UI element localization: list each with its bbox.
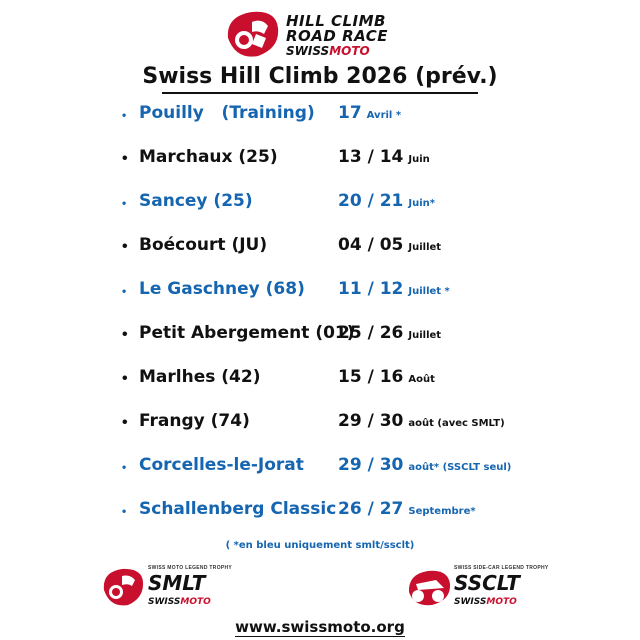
event-row xyxy=(0,232,640,262)
event-venue: Schallenberg Classic xyxy=(139,499,337,519)
motorbike-rider-icon xyxy=(222,8,282,60)
event-row xyxy=(0,364,640,394)
sidecar-icon xyxy=(406,566,452,608)
event-days: 29 / 30 xyxy=(338,411,404,431)
smlt-tagline: SWISS MOTO LEGEND TROPHY xyxy=(148,565,233,571)
brand-moto: MOTO xyxy=(329,44,370,58)
swissmoto-brand xyxy=(286,44,370,58)
event-row xyxy=(0,276,640,306)
event-row xyxy=(0,100,640,130)
ssclt-tagline: SWISS SIDE-CAR LEGEND TROPHY xyxy=(454,565,549,571)
event-venue: Pouilly (Training) xyxy=(139,103,315,123)
event-date xyxy=(338,191,435,211)
event-venue: Le Gaschney (68) xyxy=(139,279,305,299)
event-venue: Frangy (74) xyxy=(139,411,250,431)
event-row xyxy=(0,320,640,350)
bullet-icon: • xyxy=(122,238,128,255)
brand-swiss: SWISS xyxy=(148,597,181,607)
event-date xyxy=(338,367,435,387)
footnote: ( *en bleu uniquement smlt/ssclt) xyxy=(225,540,415,551)
event-month: Juillet xyxy=(408,330,442,341)
ssclt-logo xyxy=(406,562,549,610)
bullet-icon: • xyxy=(122,196,127,210)
event-days: 13 / 14 xyxy=(338,147,404,167)
bullet-icon: • xyxy=(122,108,127,122)
event-row xyxy=(0,452,640,482)
event-venue: Corcelles-le-Jorat xyxy=(139,455,304,475)
page-title: Swiss Hill Climb 2026 (prév.) xyxy=(142,64,498,89)
event-date xyxy=(338,411,505,431)
event-date xyxy=(338,323,441,343)
event-month: Juin* xyxy=(408,198,435,209)
event-month: août (avec SMLT) xyxy=(408,418,505,429)
website-link[interactable] xyxy=(0,618,640,636)
event-month: Août xyxy=(408,374,435,385)
smlt-logo xyxy=(100,562,233,610)
event-date xyxy=(338,235,441,255)
event-venue: Petit Abergement (01) xyxy=(139,323,355,343)
event-days: 20 / 21 xyxy=(338,191,404,211)
ssclt-abbr: SSCLT xyxy=(454,571,520,595)
bullet-icon: • xyxy=(122,326,128,343)
brand-moto: MOTO xyxy=(486,597,517,607)
bullet-icon: • xyxy=(122,504,127,518)
event-days: 25 / 26 xyxy=(338,323,404,343)
event-month: Avril * xyxy=(366,110,402,121)
event-row xyxy=(0,144,640,174)
event-venue: Boécourt (JU) xyxy=(139,235,268,255)
logo-line-2: ROAD RACE xyxy=(286,27,389,45)
event-month: Septembre* xyxy=(408,506,476,517)
event-date xyxy=(338,455,511,475)
event-date xyxy=(338,147,430,167)
swissmoto-brand xyxy=(454,597,517,607)
bullet-icon: • xyxy=(122,370,128,387)
event-days: 29 / 30 xyxy=(338,455,404,475)
event-venue: Marlhes (42) xyxy=(139,367,261,387)
bullet-icon: • xyxy=(122,460,127,474)
bullet-icon: • xyxy=(122,284,127,298)
event-venue: Marchaux (25) xyxy=(139,147,278,167)
bullet-icon: • xyxy=(122,414,128,431)
event-date xyxy=(338,279,450,299)
logo-line-1: HILL CLIMB xyxy=(286,12,386,30)
event-days: 26 / 27 xyxy=(338,499,404,519)
event-month: Juillet * xyxy=(408,286,450,297)
website-text[interactable]: www.swissmoto.org xyxy=(235,618,405,636)
event-month: Juin xyxy=(408,154,430,165)
brand-swiss: SWISS xyxy=(286,44,330,58)
brand-moto: MOTO xyxy=(180,597,211,607)
event-days: 17 xyxy=(338,103,362,123)
title-underline xyxy=(162,92,478,94)
event-row xyxy=(0,408,640,438)
swissmoto-brand xyxy=(148,597,211,607)
event-row xyxy=(0,188,640,218)
motorbike-rider-icon xyxy=(100,566,146,608)
event-row xyxy=(0,496,640,526)
event-month: août* (SSCLT seul) xyxy=(408,462,512,473)
event-days: 15 / 16 xyxy=(338,367,404,387)
event-days: 04 / 05 xyxy=(338,235,404,255)
event-date xyxy=(338,499,476,519)
brand-swiss: SWISS xyxy=(454,597,487,607)
event-month: Juillet xyxy=(408,242,442,253)
event-date xyxy=(338,103,401,123)
hill-climb-logo xyxy=(222,6,422,62)
bullet-icon: • xyxy=(122,150,128,167)
event-days: 11 / 12 xyxy=(338,279,404,299)
smlt-abbr: SMLT xyxy=(148,571,206,595)
event-venue: Sancey (25) xyxy=(139,191,253,211)
